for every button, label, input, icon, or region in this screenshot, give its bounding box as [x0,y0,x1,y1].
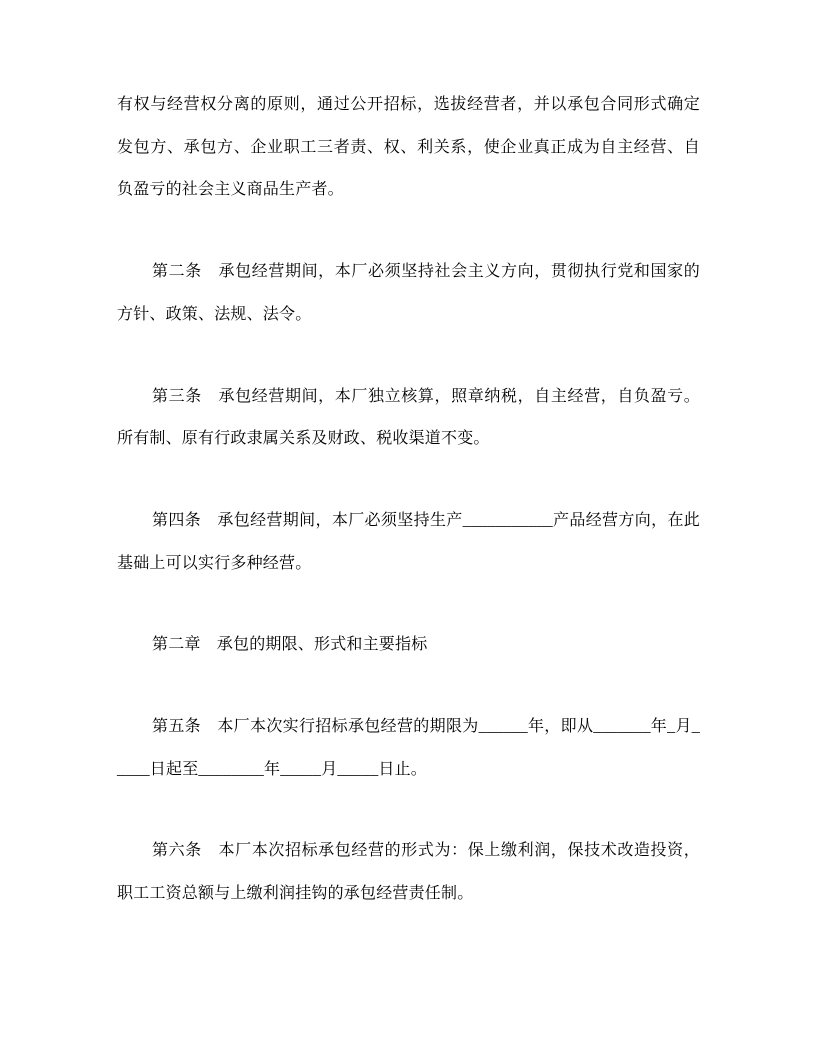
article-4-paragraph: 第四条 承包经营期间，本厂必须坚持生产___________产品经营方向，在此基础上可以实行多种经营。 [117,511,700,572]
body-paragraph-continuation: 有权与经营权分离的原则，通过公开招标，选拔经营者，并以承包合同形式确定发包方、承包方、企业职工三者责、权、利关系，使企业真正成为自主经营、自负盈亏的社会主义商品生产者。 [117,96,700,199]
article-6-paragraph: 第六条 本厂本次招标承包经营的形式为：保上缴利润，保技术改造投资，职工工资总额与上缴利润挂钩的承包经营责任制。 [117,842,700,903]
article-2-paragraph: 第二条 承包经营期间，本厂必须坚持社会主义方向，贯彻执行党和国家的方针、政策、法规、法令。 [117,263,700,323]
chapter-2-heading: 第二章 承包的期限、形式和主要指标 [152,636,428,654]
article-3-paragraph: 第三条 承包经营期间，本厂独立核算，照章纳税，自主经营，自负盈亏。所有制、原有行政隶属关系及财政、税收渠道不变。 [117,387,700,448]
article-5-paragraph: 第五条 本厂本次实行招标承包经营的期限为______年，即从_______年_月_____日起至________年_____月_____日止。 [117,718,700,778]
